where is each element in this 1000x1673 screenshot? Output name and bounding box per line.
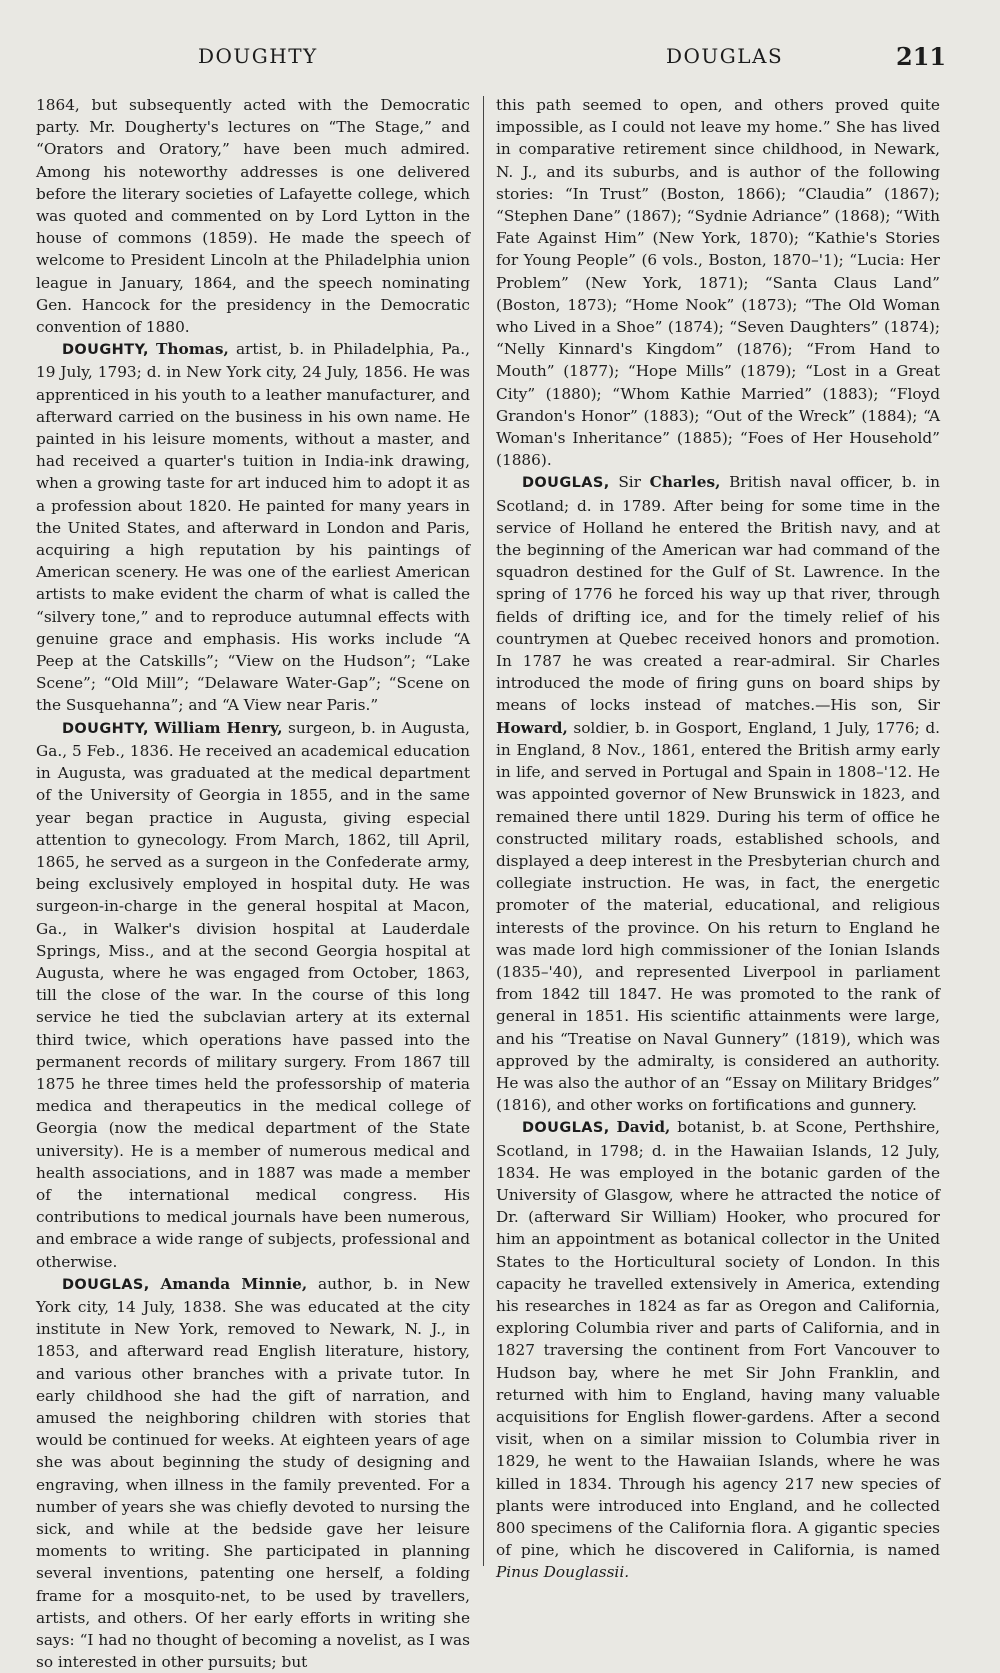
entry-amanda-minnie-douglas <box>36 1273 470 1673</box>
entry-david-douglas <box>496 1116 940 1583</box>
latin-name: Pinus Douglassii. <box>496 1563 630 1582</box>
entry-charles-douglas <box>496 471 940 1116</box>
entry-given-name: David, <box>616 1118 671 1137</box>
entry-text: botanist, b. at Scone, Perthshire, Scotland, in 1798; d. in the Hawaiian Islands, 12 July, 1834. He was employed in the botanic garden of the University of Glasgow, where he attracted the notice of Dr. (afterward Sir William) Hooker, who procured for him an appointment as botanical collector in the United States to the Horticultural society of London. In this capacity he travelled extensively in America, extending his researches in 1824 as far as Oregon and California, exploring Columbia river and parts of California, and in 1827 traversing the continent from Fort Vancouver to Hudson bay, where he met Sir John Franklin, and returned with him to England, having many valuable acquisitions for English flower-gardens. After a second visit, when on a similar mission to Columbia river in 1829, he went to the Hawaiian Islands, where he was killed in 1834. Through his agency 217 new species of plants were introduced into England, and he collected 800 specimens of the California flora. A gigantic species of pine, which he discovered in California, is named <box>496 1118 940 1560</box>
right-column <box>496 94 940 1584</box>
entry-given-name: Charles, <box>649 473 721 492</box>
continued-paragraph: this path seemed to open, and others proved quite impossible, as I could not leave my home.” She has lived in comparative retirement since childhood, in Newark, N. J., and its suburbs, and is author of the following stories: “In Trust” (Boston, 1866); “Claudia” (1867); “Stephen Dane” (1867); “Sydnie Adriance” (1868); “With Fate Against Him” (New York, 1870); “Kathie's Stories for Young People” (6 vols., Boston, 1870–'1); “Lucia: Her Problem” (New York, 1871); “Santa Claus Land” (Boston, 1873); “Home Nook” (1873); “The Old Woman who Lived in a Shoe” (1874); “Seven Daughters” (1874); “Nelly Kinnard's Kingdom” (1876); “From Hand to Mouth” (1877); “Hope Mills” (1879); “Lost in a Great City” (1880); “Whom Kathie Married” (1883); “Floyd Grandon's Honor” (1883); “Out of the Wreck” (1884); “A Woman's Inheritance” (1885); “Foes of Her Household” (1886). <box>496 96 940 470</box>
entry-given-name: Amanda Minnie, <box>160 1274 308 1293</box>
sub-entry-given-name: Howard, <box>496 718 568 737</box>
entry-text: author, b. in New York city, 14 July, 1838. She was educated at the city institute in New York, removed to Newark, N. J., in 1853, and afterward read English literature, history, and various other branches with a private tutor. In early childhood she had the gift of narration, and amused the neighboring children with stories that would be continued for weeks. At eighteen years of age she was about beginning the study of designing and engraving, when illness in the family prevented. For a number of years she was chiefly devoted to nursing the sick, and while at the bedside gave her leisure moments to writing. She participated in planning several inventions, patenting one herself, a folding frame for a mosquito-net, to be used by travellers, artists, and others. Of her early efforts in writing she says: “I had no thought of becoming a novelist, as I was so interested in other pursuits; but <box>36 1274 470 1672</box>
entry-headword: DOUGLAS, <box>522 475 610 492</box>
entry-william-henry-doughty <box>36 717 470 1273</box>
entry-title: Sir <box>618 473 641 492</box>
running-head-left: DOUGHTY <box>198 44 318 68</box>
running-head-right: DOUGLAS <box>666 44 784 68</box>
entry-thomas-doughty <box>36 338 470 716</box>
entry-headword: DOUGLAS, <box>62 1276 150 1293</box>
column-divider <box>483 96 484 1566</box>
left-column <box>36 94 470 1673</box>
entry-headword: DOUGHTY, <box>62 720 149 737</box>
page-number: 211 <box>896 42 947 71</box>
entry-headword: DOUGLAS, <box>522 1120 610 1137</box>
entry-given-name: Thomas, <box>156 340 229 359</box>
sub-entry-text: soldier, b. in Gosport, England, 1 July, 1776; d. in England, 8 Nov., 1861, entered the British army early in life, and served in Portugal and Spain in 1808–'12. He was appointed governor of New Brunswick in 1823, and remained there until 1829. During his term of office he constructed military roads, established schools, and displayed a deep interest in the Presbyterian church and collegiate instruction. He was, in fact, the energetic promoter of the material, educational, and religious interests of the province. On his return to England he was made lord high commissioner of the Ionian Islands (1835–'40), and represented Liverpool in parliament from 1842 till 1847. He was promoted to the rank of general in 1851. His scientific attainments were large, and his “Treatise on Naval Gunnery” (1819), which was approved by the admiralty, is considered an authority. He was also the author of an “Essay on Military Bridges” (1816), and other works on fortifications and gunnery. <box>496 718 940 1115</box>
entry-text: artist, b. in Philadelphia, Pa., 19 July, 1793; d. in New York city, 24 July, 1856. He was apprenticed in his youth to a leather manufacturer, and afterward carried on the business in his own name. He painted in his leisure moments, without a master, and had received a quarter's tuition in India-ink drawing, when a growing taste for art induced him to adopt it as a profession about 1820. He painted for many years in the United States, and afterward in London and Paris, acquiring a high reputation by his paintings of American scenery. He was one of the earliest American artists to make evident the charm of what is called the “silvery tone,” and to reproduce autumnal effects with genuine grace and emphasis. His works include “A Peep at the Catskills”; “View on the Hudson”; “Lake Scene”; “Old Mill”; “Delaware Water-Gap”; “Scene on the Susquehanna”; and “A View near Paris.” <box>36 340 470 715</box>
entry-text: surgeon, b. in Augusta, Ga., 5 Feb., 1836. He received an academical education in Augusta, was graduated at the medical department of the University of Georgia in 1855, and in the same year began practice in Augusta, giving especial attention to gynecology. From March, 1862, till April, 1865, he served as a surgeon in the Confederate army, being exclusively employed in hospital duty. He was surgeon-in-charge in the general hospital at Macon, Ga., in Walker's division hospital at Lauderdale Springs, Miss., and at the second Georgia hospital at Augusta, where he was engaged from October, 1863, till the close of the war. In the course of this long service he tied the subclavian artery at its external third twice, which operations have passed into the permanent records of military surgery. From 1867 till 1875 he three times held the professorship of materia medica and therapeutics in the medical college of Georgia (now the medical department of the State university). He is a member of numerous medical and health associations, and in 1887 was made a member of the international medical congress. His contributions to medical journals have been numerous, and embrace a wide range of subjects, professional and otherwise. <box>36 718 470 1271</box>
entry-text: British naval officer, b. in Scotland; d. in 1789. After being for some time in the service of Holland he entered the British navy, and at the beginning of the American war had command of the squadron destined for the Gulf of St. Lawrence. In the spring of 1776 he forced his way up that river, through fields of drifting ice, and for the timely relief of his countrymen at Quebec received honors and promotion. In 1787 he was created a rear-admiral. Sir Charles introduced the mode of firing guns on board ships by means of locks instead of matches.—His son, Sir <box>496 473 940 715</box>
entry-headword: DOUGHTY, <box>62 342 149 359</box>
continued-paragraph: 1864, but subsequently acted with the Democratic party. Mr. Dougherty's lectures on “The Stage,” and “Orators and Oratory,” have been much admired. Among his noteworthy addresses is one delivered before the literary societies of Lafayette college, which was quoted and commented on by Lord Lytton in the house of commons (1859). He made the speech of welcome to President Lincoln at the Philadelphia union league in January, 1864, and the speech nominating Gen. Hancock for the presidency in the Democratic convention of 1880. <box>36 96 470 337</box>
entry-given-name: William Henry, <box>154 718 283 737</box>
